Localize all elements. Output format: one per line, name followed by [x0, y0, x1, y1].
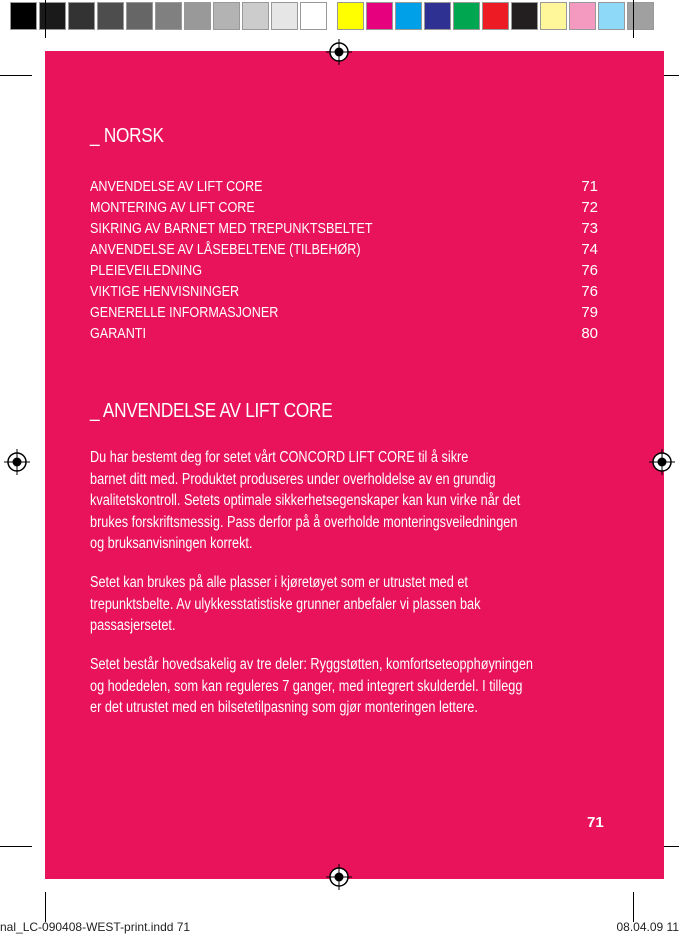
- toc-item-title: GARANTI: [90, 325, 147, 342]
- color-swatch: [337, 2, 364, 30]
- page-background: [45, 51, 664, 879]
- color-swatch: [126, 2, 153, 30]
- color-swatch: [598, 2, 625, 30]
- toc-row: [90, 260, 598, 281]
- paragraph: Setet består hovedsakelig av tre deler: Ryggstøtten, komfortseteopphøyningen og hodedelen, som kan reguleres 7 ganger, med integrert skulderdel. I tillegg er det utrustet med en bilsetetilpasning som gjør monteringen lettere.: [90, 656, 533, 716]
- toc-row: [90, 239, 598, 260]
- section-heading: _ ANVENDELSE AV LIFT CORE: [90, 400, 333, 422]
- color-swatch: [68, 2, 95, 30]
- toc-heading: _ NORSK: [90, 125, 164, 147]
- color-swatch: [300, 2, 327, 30]
- color-swatch: [39, 2, 66, 30]
- toc-item-title: SIKRING AV BARNET MED TREPUNKTSBELTET: [90, 220, 373, 237]
- crop-mark: [633, 892, 634, 922]
- color-swatch: [155, 2, 182, 30]
- crop-mark: [0, 75, 32, 76]
- toc-item-title: PLEIEVEILEDNING: [90, 262, 203, 279]
- registration-mark-icon: [4, 449, 30, 475]
- color-swatch: [97, 2, 124, 30]
- paragraph: Setet kan brukes på alle plasser i kjøretøyet som er utrustet med et trepunktsbelte. Av ulykkesstatistiske grunner anbefaler vi plassen bak passasjersetet.: [90, 574, 481, 634]
- toc-item-title: VIKTIGE HENVISNINGER: [90, 283, 240, 300]
- color-swatch: [482, 2, 509, 30]
- color-calibration-bar: [0, 0, 679, 32]
- toc-item-page: 71: [581, 178, 598, 195]
- toc-item-page: 76: [581, 262, 598, 279]
- toc-item-page: 80: [581, 325, 598, 342]
- registration-mark-icon: [326, 864, 352, 890]
- color-swatch: [569, 2, 596, 30]
- paragraph: Du har bestemt deg for setet vårt CONCORD LIFT CORE til å sikre barnet ditt med. Produktet produseres under overholdelse av en grundig kvalitetskontroll. Setets optimale sikkerhetsegenskaper kan kun virke når det brukes forskriftsmessig. Pass derfor på å overholde monteringsveiledningen og bruksanvisningen korrekt.: [90, 449, 521, 552]
- toc-item-title: ANVENDELSE AV LIFT CORE: [90, 178, 263, 195]
- color-swatch: [271, 2, 298, 30]
- crop-mark: [0, 846, 32, 847]
- table-of-contents: [90, 176, 598, 344]
- color-swatch: [453, 2, 480, 30]
- color-swatch: [424, 2, 451, 30]
- toc-row: [90, 197, 598, 218]
- toc-item-page: 79: [581, 304, 598, 321]
- toc-item-title: GENERELLE INFORMASJONER: [90, 304, 279, 321]
- crop-mark: [45, 0, 46, 38]
- toc-row: [90, 176, 598, 197]
- toc-item-page: 73: [581, 220, 598, 237]
- toc-row: [90, 323, 598, 344]
- slug-date-info: 08.04.09 11: [616, 920, 679, 934]
- toc-item-title: MONTERING AV LIFT CORE: [90, 199, 255, 216]
- toc-item-page: 74: [581, 241, 598, 258]
- color-swatch: [540, 2, 567, 30]
- color-swatch: [395, 2, 422, 30]
- color-swatch: [627, 2, 654, 30]
- toc-item-page: 76: [581, 283, 598, 300]
- crop-mark: [45, 892, 46, 922]
- registration-mark-icon: [326, 39, 352, 65]
- toc-row: [90, 218, 598, 239]
- color-swatch: [213, 2, 240, 30]
- toc-row: [90, 281, 598, 302]
- color-swatch: [366, 2, 393, 30]
- page-number: 71: [587, 814, 604, 831]
- color-swatch: [184, 2, 211, 30]
- registration-mark-icon: [649, 449, 675, 475]
- color-swatch: [242, 2, 269, 30]
- slug-file-info: nal_LC-090408-WEST-print.indd 71: [0, 920, 191, 934]
- crop-mark: [633, 0, 634, 38]
- toc-item-title: ANVENDELSE AV LÅSEBELTENE (TILBEHØR): [90, 241, 361, 258]
- color-swatch: [10, 2, 37, 30]
- toc-item-page: 72: [581, 199, 598, 216]
- toc-row: [90, 302, 598, 323]
- color-swatch: [511, 2, 538, 30]
